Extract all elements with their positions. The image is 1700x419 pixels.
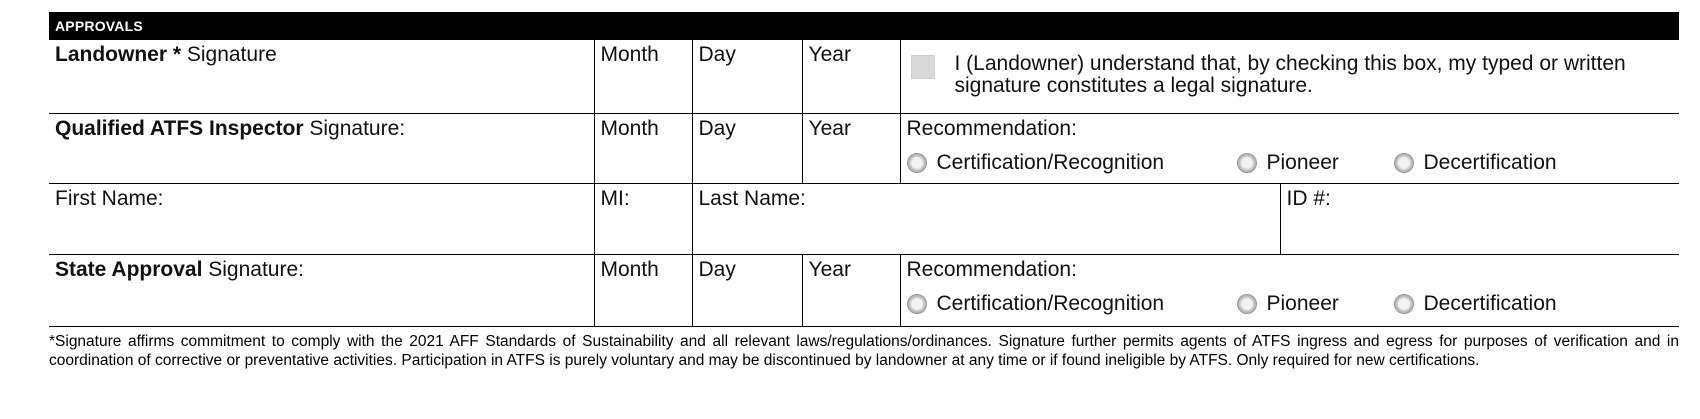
state-recommendation-options	[907, 292, 1674, 316]
radio-button-icon[interactable]	[1237, 153, 1257, 173]
option-label: Decertification	[1423, 150, 1557, 174]
inspector-name-row	[49, 183, 1679, 254]
mi-label: MI:	[600, 186, 630, 210]
landowner-signature-field[interactable]	[49, 40, 594, 113]
radio-button-icon[interactable]	[1237, 294, 1257, 314]
year-label: Year	[808, 43, 851, 66]
day-label: Day	[698, 43, 736, 66]
option-label: Decertification	[1423, 291, 1557, 315]
state-recommendation-cell	[900, 254, 1679, 326]
approvals-table	[49, 40, 1679, 327]
landowner-year-field[interactable]	[802, 40, 900, 113]
month-label: Month	[600, 43, 659, 66]
month-label: Month	[600, 257, 659, 281]
inspector-signature-label: Signature:	[303, 116, 406, 140]
state-month-field[interactable]	[594, 254, 692, 326]
day-label: Day	[698, 257, 736, 281]
landowner-row	[49, 40, 1679, 113]
state-option-pioneer[interactable]	[1237, 292, 1394, 316]
inspector-year-field[interactable]	[802, 113, 900, 183]
first-name-label: First Name:	[55, 186, 164, 210]
inspector-recommendation-cell	[900, 113, 1679, 183]
option-label: Pioneer	[1266, 291, 1339, 315]
inspector-label: Qualified ATFS Inspector	[55, 116, 304, 140]
landowner-label: Landowner *	[55, 43, 182, 66]
state-year-field[interactable]	[802, 254, 900, 326]
last-name-field[interactable]	[692, 183, 1280, 254]
landowner-consent-text: I (Landowner) understand that, by checking this box, my typed or written signature constitutes a legal signature.	[954, 52, 1626, 97]
month-label: Month	[600, 116, 659, 140]
state-row	[49, 254, 1679, 326]
inspector-day-field[interactable]	[692, 113, 802, 183]
year-label: Year	[808, 116, 851, 140]
inspector-option-pioneer[interactable]	[1237, 151, 1394, 175]
mi-field[interactable]	[594, 183, 692, 254]
year-label: Year	[808, 257, 851, 281]
radio-button-icon[interactable]	[1394, 153, 1414, 173]
option-label: Pioneer	[1266, 150, 1339, 174]
first-name-field[interactable]	[49, 183, 594, 254]
recommendation-label: Recommendation:	[906, 116, 1077, 140]
state-day-field[interactable]	[692, 254, 802, 326]
state-label: State Approval	[55, 257, 203, 281]
landowner-signature-label: Signature	[181, 43, 277, 66]
inspector-option-decertification[interactable]	[1394, 151, 1557, 175]
day-label: Day	[698, 116, 736, 140]
landowner-consent-cell	[900, 40, 1679, 113]
section-header: APPROVALS	[49, 12, 1679, 40]
approvals-form	[49, 12, 1679, 327]
signature-footnote: *Signature affirms commitment to comply with the 2021 AFF Standards of Sustainability and all relevant laws/regulations/ordinances. Signature further permits agents of ATFS ingress and egress for purposes of verification and in coordination of corrective or preventative activities. Participation in ATFS is purely voluntary and may be discontinued by landowner at any time or if found ineligible by ATFS. Only required for new certifications.	[49, 333, 1679, 369]
last-name-label: Last Name:	[698, 186, 806, 210]
id-label: ID #:	[1286, 186, 1331, 210]
inspector-recommendation-options	[907, 151, 1674, 175]
id-field[interactable]	[1280, 183, 1679, 254]
option-label: Certification/Recognition	[936, 291, 1165, 315]
inspector-row	[49, 113, 1679, 183]
state-signature-field[interactable]	[49, 254, 594, 326]
radio-button-icon[interactable]	[907, 153, 927, 173]
state-option-decertification[interactable]	[1394, 292, 1557, 316]
option-label: Certification/Recognition	[936, 150, 1165, 174]
inspector-option-certification[interactable]	[907, 151, 1237, 175]
radio-button-icon[interactable]	[907, 294, 927, 314]
inspector-signature-field[interactable]	[49, 113, 594, 183]
inspector-month-field[interactable]	[594, 113, 692, 183]
landowner-day-field[interactable]	[692, 40, 802, 113]
recommendation-label: Recommendation:	[906, 257, 1077, 281]
landowner-consent-checkbox[interactable]	[911, 55, 935, 79]
landowner-month-field[interactable]	[594, 40, 692, 113]
state-option-certification[interactable]	[907, 292, 1237, 316]
radio-button-icon[interactable]	[1394, 294, 1414, 314]
state-signature-label: Signature:	[202, 257, 304, 281]
